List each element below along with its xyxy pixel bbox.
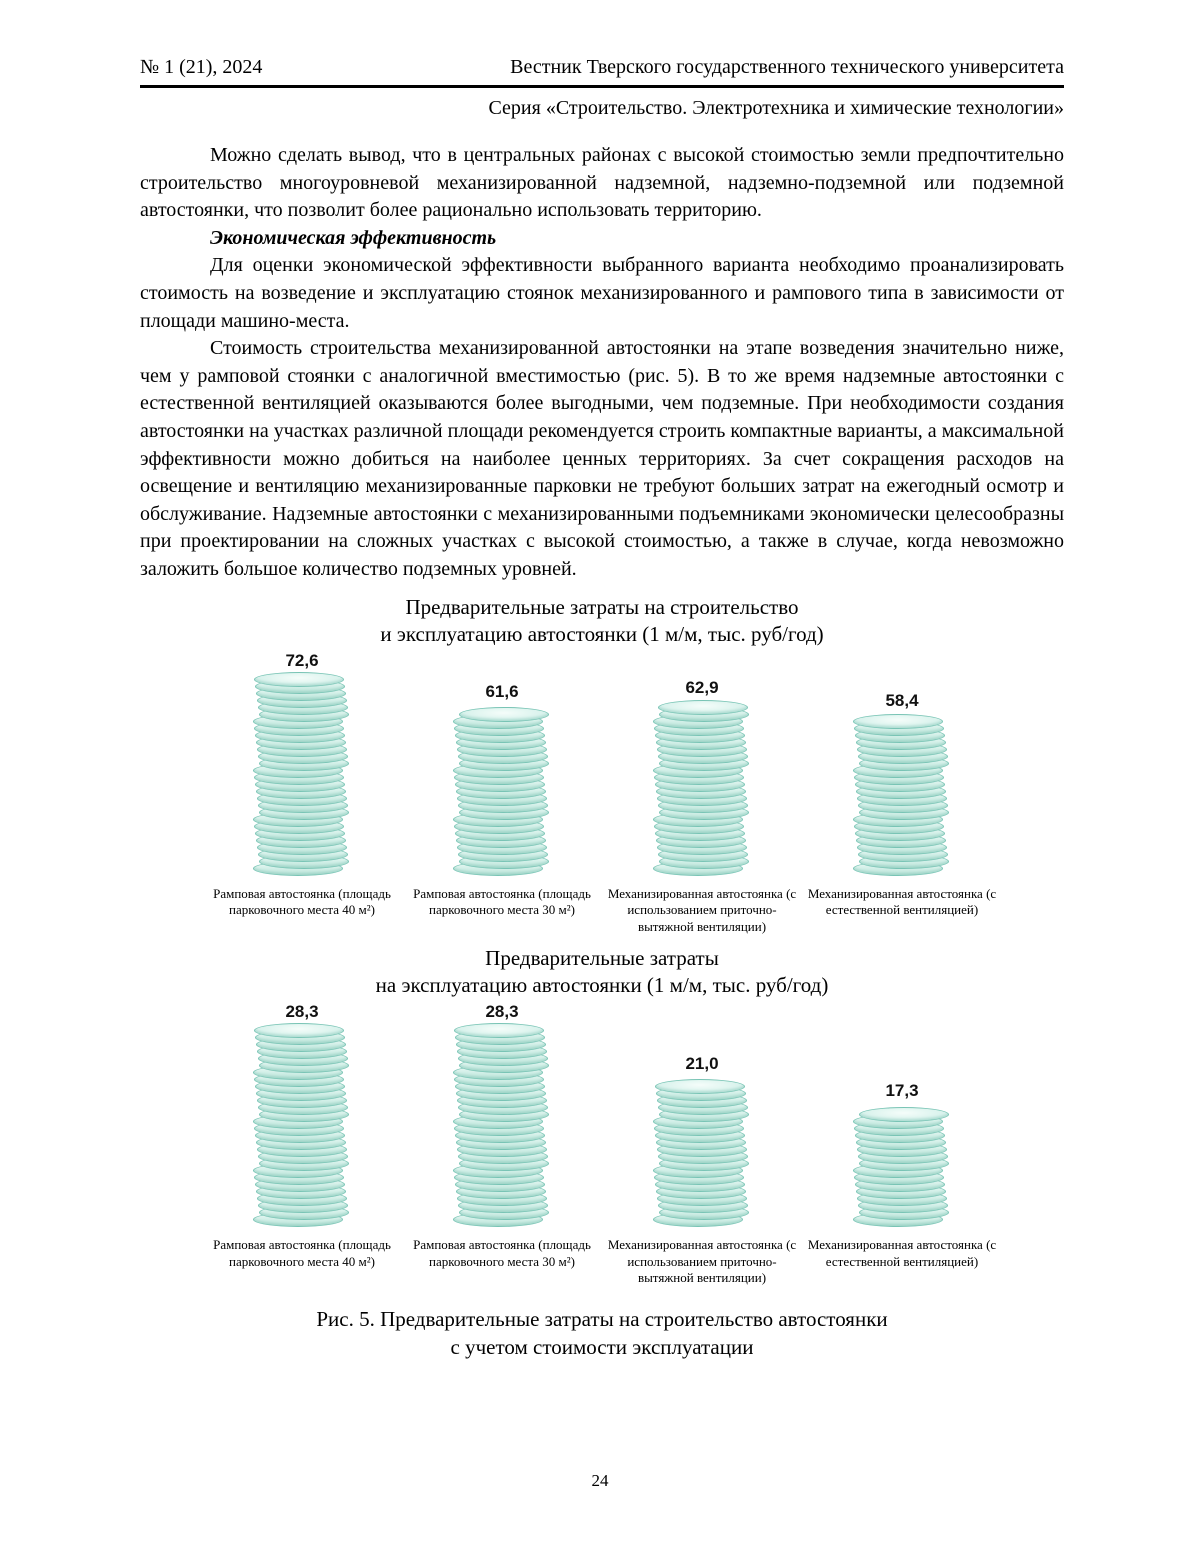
coin — [254, 672, 344, 687]
bar-area — [453, 1001, 551, 1227]
bar-area — [653, 650, 751, 876]
figure-caption-line-1: Рис. 5. Предварительные затраты на строительство автостоянки — [316, 1307, 888, 1332]
coin — [459, 707, 549, 722]
paragraph-assessment: Для оценки экономической эффективности выбранного варианта необходимо проанализировать стоимость на возведение и эксплуатацию стоянок механизированного и рампового типа в зависимости от площади машино-места. — [140, 254, 1064, 332]
journal-title: Вестник Тверского государственного технического университета — [510, 56, 1064, 78]
chart-title-line-2: на эксплуатацию автостоянки (1 м/м, тыс. руб/год) — [375, 973, 829, 998]
chart-title — [140, 945, 1064, 1000]
page-header — [140, 56, 1064, 120]
coin-stack — [653, 1077, 751, 1227]
bar-value-label: 21,0 — [685, 1054, 719, 1074]
bar-category-label: Рамповая автостоянка (площадь парковочного места 30 м²) — [413, 886, 591, 918]
section-heading-economic-efficiency: Экономическая эффективность — [210, 226, 497, 249]
header-rule — [140, 85, 1064, 88]
bar-value-label: 62,9 — [685, 678, 719, 698]
bar-value-label: 72,6 — [285, 651, 319, 671]
bar-category-label: Рамповая автостоянка (площадь парковочного места 40 м²) — [213, 1237, 391, 1269]
chart-title-line-2: и эксплуатацию автостоянки (1 м/м, тыс. руб/год) — [380, 621, 824, 646]
chart-bars — [140, 650, 1064, 935]
bar-column — [602, 650, 802, 935]
bar-value-label: 61,6 — [485, 682, 519, 702]
coin-stack — [253, 1025, 351, 1227]
chart-title-line-1: Предварительные затраты на строительство — [405, 594, 799, 619]
bar-category-label: Механизированная автостоянка (с использованием приточно-вытяжной вентиляции) — [607, 1237, 797, 1285]
bar-category-label: Рамповая автостоянка (площадь парковочного места 30 м²) — [413, 1237, 591, 1269]
issue-number: № 1 (21), 2024 — [140, 56, 263, 78]
bar-column — [602, 1001, 802, 1286]
header-row — [140, 56, 1064, 79]
journal-series: Серия «Строительство. Электротехника и химические технологии» — [488, 97, 1064, 119]
page-number: 24 — [591, 1471, 609, 1490]
bar-value-label: 58,4 — [885, 691, 919, 711]
bar-area — [853, 1001, 951, 1227]
bar-area — [253, 1001, 351, 1227]
bar-column — [202, 650, 402, 935]
paragraph-conclusion: Можно сделать вывод, что в центральных районах с высокой стоимостью земли предпочтительно строительство многоуровневой механизированной надземной, надземно-подземной или подземной автостоянки, что позволит более рационально использовать территорию. — [140, 144, 1064, 222]
bar-area — [853, 650, 951, 876]
coin-stack — [653, 701, 751, 876]
bar-category-label: Механизированная автостоянка (с естественной вентиляцией) — [807, 1237, 997, 1269]
figure-caption — [140, 1306, 1064, 1361]
coin-stack — [853, 714, 951, 876]
coin — [853, 714, 943, 729]
bar-category-label: Механизированная автостоянка (с естественной вентиляцией) — [807, 886, 997, 918]
figure-5 — [140, 594, 1064, 1362]
bar-column — [402, 650, 602, 935]
bar-value-label: 28,3 — [285, 1002, 319, 1022]
bar-column — [802, 650, 1002, 935]
bar-column — [402, 1001, 602, 1286]
figure-caption-line-2: с учетом стоимости эксплуатации — [450, 1334, 754, 1359]
operation-cost-chart — [140, 945, 1064, 1286]
article-body — [140, 142, 1064, 584]
chart-bars — [140, 1001, 1064, 1286]
bar-category-label: Механизированная автостоянка (с использованием приточно-вытяжной вентиляции) — [607, 886, 797, 934]
coin-stack — [453, 705, 551, 876]
bar-area — [653, 1001, 751, 1227]
paragraph-cost-analysis: Стоимость строительства механизированной автостоянки на этапе возведения значительно ниже, чем у рамповой стоянки с аналогичной вместимостью (рис. 5). В то же время надземные автостоянки с естественной вентиляцией оказываются более выгодными, чем подземные. При необходимости создания автостоянки на участках различной площади рекомендуется строить компактные варианты, а максимальной эффективности можно добиться на наиболее ценных территориях. За счет сокращения расходов на освещение и вентиляцию механизированные парковки не требуют больших затрат на ежегодный осмотр и обслуживание. Надземные автостоянки с механизированными подъемниками экономически целесообразны при проектировании на сложных участках с высокой стоимостью, а также в случае, когда невозможно заложить большое количество подземных уровней. — [140, 337, 1064, 580]
bar-value-label: 17,3 — [885, 1081, 919, 1101]
chart-title-line-1: Предварительные затраты — [485, 945, 719, 970]
bar-area — [253, 650, 351, 876]
coin-stack — [253, 674, 351, 876]
coin-stack — [853, 1104, 951, 1227]
chart-title — [140, 594, 1064, 649]
coin-stack — [453, 1025, 551, 1227]
construction-cost-chart — [140, 594, 1064, 935]
bar-area — [453, 650, 551, 876]
coin — [658, 700, 748, 715]
bar-column — [802, 1001, 1002, 1286]
bar-column — [202, 1001, 402, 1286]
bar-category-label: Рамповая автостоянка (площадь парковочного места 40 м²) — [213, 886, 391, 918]
bar-value-label: 28,3 — [485, 1002, 519, 1022]
